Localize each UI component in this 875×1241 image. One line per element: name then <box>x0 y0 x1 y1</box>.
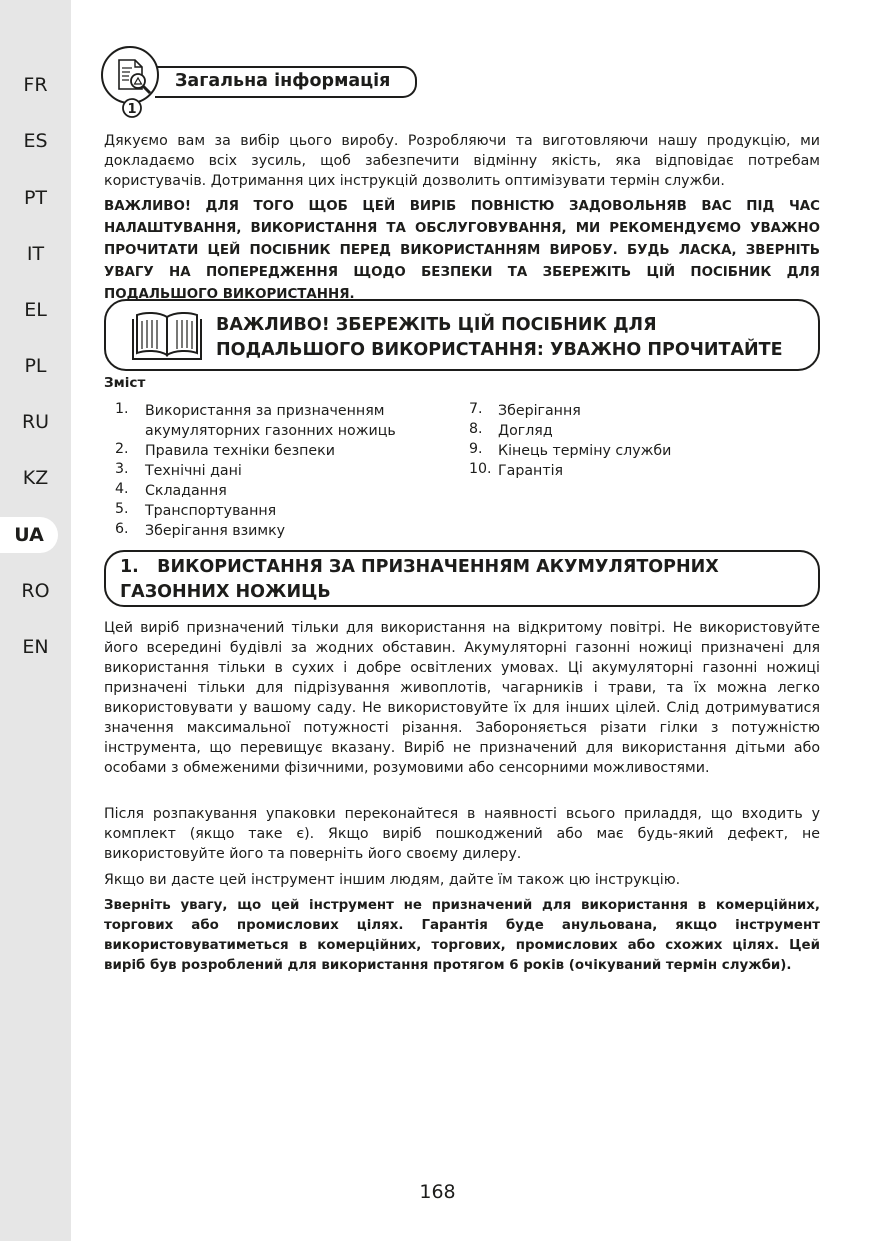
lang-tab-pt[interactable]: PT <box>23 187 48 209</box>
toc-item[interactable]: Зберігання <box>498 403 581 419</box>
lang-tab-es[interactable]: ES <box>23 130 48 152</box>
lang-tab-kz[interactable]: KZ <box>22 467 49 489</box>
toc-item-number: 6. <box>115 521 129 537</box>
toc-heading: Зміст <box>104 375 146 391</box>
toc-item-number: 3. <box>115 461 129 477</box>
page-number: 168 <box>419 1181 456 1203</box>
notice-line-1: ВАЖЛИВО! ЗБЕРЕЖІТЬ ЦІЙ ПОСІБНИК ДЛЯ <box>216 315 657 335</box>
toc-item[interactable]: Транспортування <box>145 503 277 519</box>
important-notice: ВАЖЛИВО! ДЛЯ ТОГО ЩОБ ЦЕЙ ВИРІБ ПОВНІСТЮ ЗАДОВОЛЬНЯВ ВАС ПІД ЧАС НАЛАШТУВАННЯ, ВИКОРИСТАННЯ ТА ОБСЛУГОВУВАННЯ, МИ РЕКОМЕНДУЄМО УВАЖНО ПРОЧИТАТИ ЦЕЙ ПОСІБНИК ПЕРЕД ВИКОРИСТАННЯМ ВИРОБУ. БУДЬ ЛАСКА, ЗВЕРНІТЬ УВАГУ НА ПОПЕРЕДЖЕННЯ ЩОДО БЕЗПЕКИ ТА ЗБЕРЕЖІТЬ ЦІЙ ПОСІБНИК ДЛЯ ПОДАЛЬШОГО ВИКОРИСТАННЯ. <box>104 199 820 302</box>
lang-tab-ru[interactable]: RU <box>21 411 50 433</box>
lang-tab-it[interactable]: IT <box>26 243 45 265</box>
toc-item[interactable]: Складання <box>145 483 227 499</box>
lang-tab-pl[interactable]: PL <box>24 355 47 377</box>
toc-item[interactable]: Технічні дані <box>145 463 242 479</box>
toc-item-continuation[interactable]: акумуляторних газонних ножиць <box>145 423 396 439</box>
toc-item-number: 5. <box>115 501 129 517</box>
document-magnifier-icon <box>100 44 164 120</box>
notice-line-2: ПОДАЛЬШОГО ВИКОРИСТАННЯ: УВАЖНО ПРОЧИТАЙТЕ <box>216 340 783 360</box>
lang-tab-fr[interactable]: FR <box>23 74 48 96</box>
lang-tab-ro[interactable]: RO <box>21 580 50 602</box>
toc-item[interactable]: Використання за призначенням <box>145 403 385 419</box>
toc-item-number: 1. <box>115 401 129 417</box>
section-badge: 1 <box>127 102 137 117</box>
section-1-title-line-1: 1. ВИКОРИСТАННЯ ЗА ПРИЗНАЧЕННЯМ АКУМУЛЯТОРНИХ <box>120 557 719 577</box>
toc-item[interactable]: Кінець терміну служби <box>498 443 672 459</box>
section-1-warning: Зверніть увагу, що цей інструмент не призначений для використання в комерційних, торгових або промислових цілях. Гарантія буде анульована, якщо інструмент використовуватиметься в комерційних, торгових, промислових або схожих цілях. Цей виріб був розроблений для використання протягом 6 років (очікуваний термін служби). <box>104 898 820 973</box>
toc-item[interactable]: Догляд <box>498 423 553 439</box>
lang-tab-ua-active[interactable]: UA <box>0 517 58 553</box>
toc-item-number: 7. <box>469 401 483 417</box>
toc-item[interactable]: Правила техніки безпеки <box>145 443 335 459</box>
section-1-paragraph-2: Після розпакування упаковки переконайтеся в наявності всього приладдя, що входить у комплект (якщо таке є). Якщо виріб пошкоджений або має будь-який дефект, не використовуйте його та поверніть його своєму дилеру. <box>104 806 820 862</box>
page-title: Загальна інформація <box>175 71 391 91</box>
lang-tab-el[interactable]: EL <box>24 299 47 321</box>
section-1-paragraph-1: Цей виріб призначений тільки для використання на відкритому повітрі. Не використовуйте його всередині будівлі за жодних обставин. Акумуляторні газонні ножиці призначені для використання тільки в сухих і добре освітлених умовах. Ці акумуляторні газонні ножиці призначені тільки для підрізування живоплотів, чагарників і трави, та їх можна легко використовувати у вашому саду. Не використовуйте їх для інших цілей. Слід дотримуватися значення максимальної потужності різання. Забороняється різати гілки з потужністю інструмента, що перевищує вказану. Виріб не призначений для використання дітьми або особами з обмеженими фізичними, розумовими або сенсорними можливостями. <box>104 620 820 776</box>
lang-tab-en[interactable]: EN <box>22 636 49 658</box>
section-1-title-line-2: ГАЗОННИХ НОЖИЦЬ <box>120 582 331 602</box>
toc-item-number: 8. <box>469 421 483 437</box>
section-1-paragraph-3: Якщо ви дасте цей інструмент іншим людям, дайте їм також цю інструкцію. <box>104 872 681 888</box>
open-book-icon <box>131 309 203 361</box>
toc-item[interactable]: Зберігання взимку <box>145 523 286 539</box>
intro-paragraph: Дякуємо вам за вибір цього виробу. Розробляючи та виготовляючи нашу продукцію, ми докладаємо всіх зусиль, щоб забезпечити відмінну якість, яка відповідає потребам користувачів. Дотримання цих інструкцій дозволить оптимізувати термін служби. <box>104 133 820 189</box>
language-sidebar <box>0 0 71 1241</box>
toc-item-number: 2. <box>115 441 129 457</box>
toc-item-number: 9. <box>469 441 483 457</box>
section-1-title <box>120 555 719 605</box>
toc-item[interactable]: Гарантія <box>498 463 564 479</box>
notice-box-text <box>216 313 783 363</box>
toc-item-number: 10. <box>469 461 492 477</box>
toc-item-number: 4. <box>115 481 129 497</box>
